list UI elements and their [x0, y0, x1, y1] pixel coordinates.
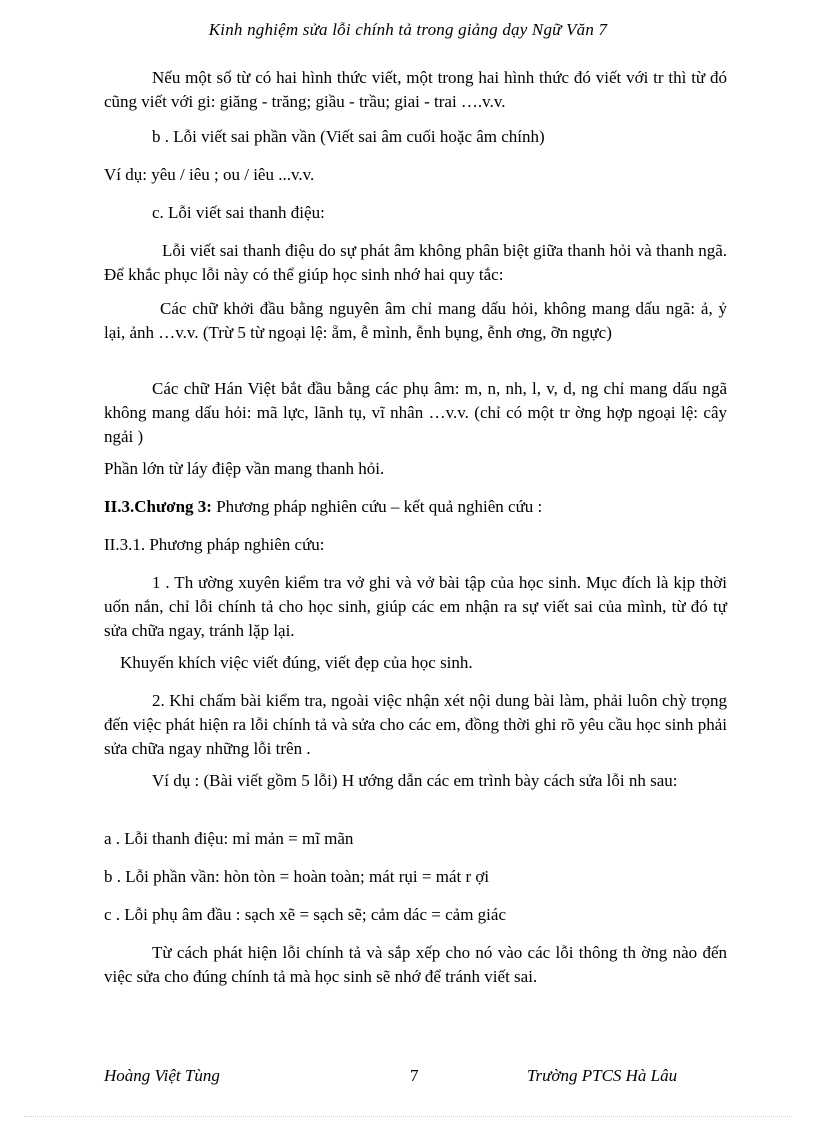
- paragraph-tone-intro: Lỗi viết sai thanh điệu do sự phát âm không phân biệt giữa thanh hỏi và thanh ngã. Để khắc phục lỗi này có thể giúp học sinh nhớ hai quy tắc:: [104, 241, 727, 284]
- heading-c-tone-errors: c. Lỗi viết sai thanh điệu:: [152, 203, 325, 222]
- example-a-tone: a . Lỗi thanh điệu: mỉ mản = mĩ mãn: [104, 829, 354, 848]
- footer-school: Trường PTCS Hà Lâu: [527, 1066, 678, 1085]
- paragraph-method-2: 2. Khi chấm bài kiểm tra, ngoài việc nhận xét nội dung bài làm, phải luôn chỳ trọng đến việc phát hiện ra lỗi chính tả và sửa cho các em, đồng thời ghi rõ yêu cầu học sinh phải sửa chữa ngay những lỗi trên .: [104, 691, 727, 758]
- footer-page-number: 7: [410, 1066, 419, 1085]
- chapter-3-heading: [104, 495, 727, 519]
- chapter-3-label: II.3.Chương 3:: [104, 497, 212, 516]
- chapter-3-title: Phương pháp nghiên cứu – kết quả nghiên cứu :: [216, 497, 543, 516]
- paragraph-conclusion: Từ cách phát hiện lỗi chính tả và sắp xếp cho nó vào các lỗi thông th ờng nào đến việc sửa cho đúng chính tả mà học sinh sẽ nhớ để tránh viết sai.: [104, 943, 727, 986]
- page-bottom-border: [24, 1116, 792, 1117]
- example-vowel: Ví dụ: yêu / iêu ; ou / iêu ...v.v.: [104, 165, 315, 184]
- paragraph-encourage: Khuyến khích việc viết đúng, viết đẹp của học sinh.: [120, 653, 473, 672]
- heading-research-method: II.3.1. Phương pháp nghiên cứu:: [104, 535, 325, 554]
- paragraph-reduplicative: Phần lớn từ láy điệp vần mang thanh hỏi.: [104, 459, 385, 478]
- footer-author: Hoàng Việt Tùng: [104, 1066, 220, 1085]
- paragraph-rule-vowel-start: Các chữ khởi đầu bằng nguyên âm chỉ mang dấu hỏi, không mang dấu ngã: ả, ỷ lại, ảnh …v.v. (Trừ 5 từ ngoại lệ: ẵm, ễ mình, ễnh bụng, ễnh ơng, ỡn ngực): [104, 299, 727, 342]
- paragraph-example-intro: Ví dụ : (Bài viết gồm 5 lỗi) H ướng dẫn các em trình bày cách sửa lỗi nh sau:: [152, 771, 678, 790]
- paragraph-method-1: 1 . Th ường xuyên kiểm tra vở ghi và vở bài tập của học sinh. Mục đích là kịp thời uốn nắn, chỉ lỗi chính tả cho học sinh, giúp các em nhận ra sự viết sai của mình, từ đó tự sửa chữa ngay, tránh lặp lại.: [104, 573, 727, 640]
- example-c-consonant: c . Lỗi phụ âm đầu : sạch xẽ = sạch sẽ; cảm dác = cảm giác: [104, 905, 506, 924]
- page-header: Kinh nghiệm sửa lỗi chính tả trong giảng dạy Ngữ Văn 7: [208, 20, 608, 39]
- paragraph-tr-gi-rule: Nếu một số từ có hai hình thức viết, một trong hai hình thức đó viết với tr thì từ đó cũng viết với gi: giăng - trăng; giầu - trầu; giai - trai ….v.v.: [104, 68, 727, 111]
- example-b-vowel: b . Lỗi phần vần: hòn tòn = hoàn toàn; mát rụi = mát r ợi: [104, 867, 490, 886]
- heading-b-vowel-errors: b . Lỗi viết sai phần vần (Viết sai âm cuối hoặc âm chính): [152, 127, 545, 146]
- paragraph-rule-sino-vietnamese: Các chữ Hán Việt bắt đầu bằng các phụ âm: m, n, nh, l, v, d, ng chỉ mang dấu ngã không mang dấu hỏi: mã lực, lãnh tụ, vĩ nhân …v.v. (chỉ có một tr ờng hợp ngoại lệ: cây ngải ): [104, 379, 727, 446]
